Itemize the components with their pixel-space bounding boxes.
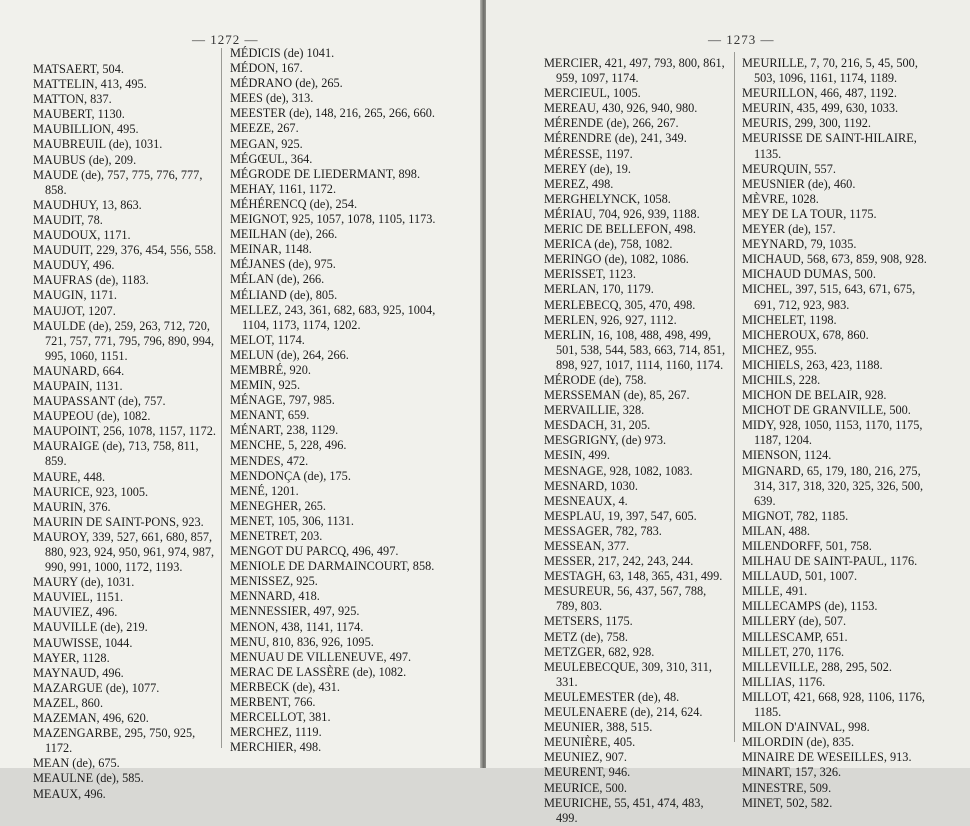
index-entry: MESIN, 499. bbox=[544, 448, 610, 463]
index-entry: MERISSET, 1123. bbox=[544, 267, 636, 282]
index-entry: MICHAUD, 568, 673, 859, 908, 928. bbox=[742, 252, 927, 267]
index-entry: MESSER, 217, 242, 243, 244. bbox=[544, 554, 694, 569]
index-entry: MIENSON, 1124. bbox=[742, 448, 832, 463]
index-entry: MÉDICIS (de) 1041. bbox=[230, 46, 335, 60]
index-entry: MEREZ, 498. bbox=[544, 176, 614, 191]
index-entry: MEURILLON, 466, 487, 1192. bbox=[742, 86, 897, 101]
index-entry: MENUAU DE VILLENEUVE, 497. bbox=[230, 649, 412, 664]
index-entry: MILLIAS, 1176. bbox=[742, 674, 826, 689]
right-page bbox=[486, 0, 970, 825]
index-entry: MENNARD, 418. bbox=[230, 589, 320, 604]
index-entry: MATTON, 837. bbox=[33, 92, 112, 107]
index-entry: MILLOT, 421, 668, 928, 1106, 1176, 1185. bbox=[742, 689, 925, 720]
index-entry: MEILHAN (de), 266. bbox=[230, 227, 338, 242]
index-entry: MEULEMESTER (de), 48. bbox=[544, 689, 680, 704]
index-entry: MAZENGARBE, 295, 750, 925, 1172. bbox=[33, 726, 196, 756]
index-entry: MAURE, 448. bbox=[33, 469, 106, 484]
right-index-column-1 bbox=[544, 56, 727, 826]
index-entry: MESUREUR, 56, 437, 567, 788, 789, 803. bbox=[544, 584, 707, 614]
index-entry: MÉGŒUL, 364. bbox=[230, 151, 313, 166]
index-entry: MILLE, 491. bbox=[742, 584, 808, 599]
index-entry: MERBECK (de), 431. bbox=[230, 679, 340, 694]
index-entry: MENETRET, 203. bbox=[230, 529, 323, 543]
index-entry: MAUBILLION, 495. bbox=[33, 122, 139, 137]
index-entry: MEINAR, 1148. bbox=[230, 242, 312, 257]
index-entry: MÉLAN (de), 266. bbox=[230, 272, 325, 287]
index-entry: MAUVIEZ, 496. bbox=[33, 605, 118, 620]
index-entry: MICHILS, 228. bbox=[742, 372, 821, 387]
index-entry: MEMIN, 925. bbox=[230, 378, 301, 393]
index-entry: MAUBERT, 1130. bbox=[33, 107, 125, 122]
index-entry: METZGER, 682, 928. bbox=[544, 644, 655, 659]
index-entry: MAUDUY, 496. bbox=[33, 258, 115, 273]
right-index-column-2 bbox=[742, 56, 927, 811]
index-entry: MERCHIER, 498. bbox=[230, 740, 322, 755]
index-entry: MAUPOINT, 256, 1078, 1157, 1172. bbox=[33, 424, 216, 439]
index-entry: MEHAY, 1161, 1172. bbox=[230, 181, 337, 196]
index-entry: MERCHEZ, 1119. bbox=[230, 725, 322, 740]
index-entry: MEULENAERE (de), 214, 624. bbox=[544, 705, 703, 720]
index-entry: MAUBUS (de), 209. bbox=[33, 152, 137, 167]
index-entry: MESDACH, 31, 205. bbox=[544, 418, 651, 433]
index-entry: MERGHELYNCK, 1058. bbox=[544, 191, 671, 206]
index-entry: MEURIN, 435, 499, 630, 1033. bbox=[742, 101, 899, 116]
index-entry: MICHAUD DUMAS, 500. bbox=[742, 267, 876, 282]
index-entry: MENGOT DU PARCQ, 496, 497. bbox=[230, 544, 399, 559]
index-entry: MENON, 438, 1141, 1174. bbox=[230, 619, 364, 634]
index-entry: MERVAILLIE, 328. bbox=[544, 403, 645, 418]
index-entry: MENISSEZ, 925. bbox=[230, 574, 318, 589]
index-entry: MAURIN, 376. bbox=[33, 499, 111, 514]
page-number-left: — 1272 — bbox=[192, 32, 259, 47]
index-entry: MEMBRÉ, 920. bbox=[230, 362, 311, 377]
index-entry: MAUPAIN, 1131. bbox=[33, 378, 123, 393]
index-entry: MILLAUD, 501, 1007. bbox=[742, 569, 858, 584]
index-entry: MINART, 157, 326. bbox=[742, 765, 842, 780]
index-entry: METSERS, 1175. bbox=[544, 614, 633, 629]
index-entry: MAUROY, 339, 527, 661, 680, 857, 880, 923, 924, 950, 961, 974, 987, 990, 991, 1000, 1172, 1193. bbox=[33, 529, 215, 575]
index-entry: MESSEAN, 377. bbox=[544, 539, 630, 553]
index-entry: MAUVILLE (de), 219. bbox=[33, 620, 148, 635]
index-entry: MERIC DE BELLEFON, 498. bbox=[544, 222, 696, 237]
index-entry: MAUJOT, 1207. bbox=[33, 303, 116, 318]
index-entry: MELOT, 1174. bbox=[230, 332, 305, 347]
index-entry: MERINGO (de), 1082, 1086. bbox=[544, 252, 689, 267]
index-entry: MEAULNE (de), 585. bbox=[33, 771, 144, 786]
index-entry: MENNESSIER, 497, 925. bbox=[230, 604, 360, 619]
index-entry: MILON D'AINVAL, 998. bbox=[742, 720, 870, 735]
index-entry: MICHOT DE GRANVILLE, 500. bbox=[742, 403, 911, 418]
index-entry: MAUFRAS (de), 1183. bbox=[33, 273, 149, 288]
index-entry: MÉRESSE, 1197. bbox=[544, 146, 633, 161]
index-entry: MICHEL, 397, 515, 643, 671, 675, 691, 712, 923, 983. bbox=[742, 282, 916, 312]
index-entry: MEESTER (de), 148, 216, 265, 266, 660. bbox=[230, 106, 435, 121]
index-entry: MENCHE, 5, 228, 496. bbox=[230, 438, 347, 453]
index-entry: MÉNAGE, 797, 985. bbox=[230, 393, 335, 408]
index-entry: MEIGNOT, 925, 1057, 1078, 1105, 1173. bbox=[230, 212, 436, 227]
index-entry: MILLET, 270, 1176. bbox=[742, 644, 845, 659]
index-entry: MAUNARD, 664. bbox=[33, 363, 125, 378]
index-entry: MÉJANES (de), 975. bbox=[230, 257, 336, 272]
index-entry: MIGNARD, 65, 179, 180, 216, 275, 314, 317, 318, 320, 325, 326, 500, 639. bbox=[742, 463, 924, 508]
index-entry: MENIOLE DE DARMAINCOURT, 858. bbox=[230, 559, 435, 574]
left-index-column-2 bbox=[230, 46, 450, 755]
index-entry: MILLEVILLE, 288, 295, 502. bbox=[742, 659, 892, 674]
index-entry: MIGNOT, 782, 1185. bbox=[742, 508, 849, 523]
index-entry: MERCELLOT, 381. bbox=[230, 710, 331, 725]
index-entry: MIDY, 928, 1050, 1153, 1170, 1175, 1187, 1204. bbox=[742, 418, 923, 448]
index-entry: MEURENT, 946. bbox=[544, 765, 631, 780]
index-entry: MÉRODE (de), 758. bbox=[544, 372, 647, 387]
index-entry: MÉHÉRENCQ (de), 254. bbox=[230, 196, 358, 211]
index-entry: MELUN (de), 264, 266. bbox=[230, 347, 349, 362]
index-entry: MÉRENDE (de), 266, 267. bbox=[544, 116, 679, 131]
index-entry: MESGRIGNY, (de) 973. bbox=[544, 433, 667, 448]
index-entry: MEURICHE, 55, 451, 474, 483, 499. bbox=[544, 795, 704, 825]
index-entry: MESPLAU, 19, 397, 547, 605. bbox=[544, 508, 697, 523]
index-entry: MERICA (de), 758, 1082. bbox=[544, 237, 673, 252]
index-entry: MAZARGUE (de), 1077. bbox=[33, 680, 160, 695]
index-entry: MESNARD, 1030. bbox=[544, 478, 638, 493]
index-entry: MILLECAMPS (de), 1153. bbox=[742, 599, 878, 614]
index-entry: MILENDORFF, 501, 758. bbox=[742, 539, 872, 553]
index-entry: MERCIEUL, 1005. bbox=[544, 86, 641, 101]
index-entry: MAUDE (de), 757, 775, 776, 777, 858. bbox=[33, 167, 203, 197]
index-entry: MESNAGE, 928, 1082, 1083. bbox=[544, 463, 693, 478]
index-entry: MICHEZ, 955. bbox=[742, 342, 817, 357]
index-entry: MAULDE (de), 259, 263, 712, 720, 721, 757, 771, 795, 796, 890, 994, 995, 1060, 1151. bbox=[33, 318, 215, 363]
index-entry: MILORDIN (de), 835. bbox=[742, 735, 855, 750]
index-entry: MAUGIN, 1171. bbox=[33, 288, 117, 303]
index-entry: MEUNIÈRE, 405. bbox=[544, 735, 636, 750]
index-entry: MEGAN, 925. bbox=[230, 136, 303, 151]
index-entry: MAURICE, 923, 1005. bbox=[33, 484, 149, 499]
index-entry: MAURY (de), 1031. bbox=[33, 575, 135, 590]
index-entry: MENU, 810, 836, 926, 1095. bbox=[230, 634, 374, 649]
index-entry: MILLESCAMP, 651. bbox=[742, 629, 848, 644]
index-entry: MESTAGH, 63, 148, 365, 431, 499. bbox=[544, 569, 723, 584]
index-entry: MEYER (de), 157. bbox=[742, 222, 836, 237]
index-entry: MEREY (de), 19. bbox=[544, 161, 631, 176]
index-entry: MAUDIT, 78. bbox=[33, 212, 103, 227]
left-index-column-1 bbox=[33, 62, 218, 802]
index-entry: MEURISSE DE SAINT-HILAIRE, 1135. bbox=[742, 131, 917, 161]
index-entry: MAURAIGE (de), 713, 758, 811, 859. bbox=[33, 439, 199, 469]
index-entry: MERLEBECQ, 305, 470, 498. bbox=[544, 297, 696, 312]
index-entry: MEY DE LA TOUR, 1175. bbox=[742, 206, 877, 221]
index-entry: MERBENT, 766. bbox=[230, 695, 316, 710]
index-entry: MEURQUIN, 557. bbox=[742, 161, 836, 176]
index-entry: MAUBREUIL (de), 1031. bbox=[33, 137, 163, 152]
index-entry: MAUPASSANT (de), 757. bbox=[33, 394, 166, 409]
index-entry: MENEGHER, 265. bbox=[230, 498, 326, 513]
index-entry: MEEZE, 267. bbox=[230, 121, 299, 136]
index-entry: MAYNAUD, 496. bbox=[33, 665, 124, 680]
page-number-right: — 1273 — bbox=[708, 32, 775, 47]
index-entry: MERLEN, 926, 927, 1112. bbox=[544, 312, 677, 327]
column-rule-right bbox=[734, 52, 735, 742]
index-entry: METZ (de), 758. bbox=[544, 629, 629, 644]
index-entry: MERLIN, 16, 108, 488, 498, 499, 501, 538, 544, 583, 663, 714, 851, 898, 927, 1017, 1114, 1160, 1174. bbox=[544, 327, 726, 372]
index-entry: MENDES, 472. bbox=[230, 453, 309, 468]
index-entry: MÉDON, 167. bbox=[230, 61, 303, 76]
index-entry: MAUDOUX, 1171. bbox=[33, 228, 131, 243]
index-entry: MÈVRE, 1028. bbox=[742, 191, 819, 206]
index-entry: MAZEMAN, 496, 620. bbox=[33, 711, 149, 726]
index-entry: MEULEBECQUE, 309, 310, 311, 331. bbox=[544, 659, 712, 689]
index-entry: MENÉ, 1201. bbox=[230, 483, 299, 498]
index-entry: MÉDRANO (de), 265. bbox=[230, 76, 343, 91]
index-entry: MÉGRODE DE LIEDERMANT, 898. bbox=[230, 166, 421, 181]
index-entry: MENANT, 659. bbox=[230, 408, 310, 423]
index-entry: MAUWISSE, 1044. bbox=[33, 635, 133, 650]
left-page bbox=[0, 0, 482, 801]
index-entry: MEREAU, 430, 926, 940, 980. bbox=[544, 101, 698, 116]
index-entry: MELLEZ, 243, 361, 682, 683, 925, 1004, 1104, 1173, 1174, 1202. bbox=[230, 302, 436, 332]
index-entry: MEURILLE, 7, 70, 216, 5, 45, 500, 503, 1096, 1161, 1174, 1189. bbox=[742, 56, 918, 86]
index-entry: MEURICE, 500. bbox=[544, 780, 628, 795]
index-entry: MAYER, 1128. bbox=[33, 650, 110, 665]
index-entry: MERSSEMAN (de), 85, 267. bbox=[544, 388, 690, 403]
index-entry: MEES (de), 313. bbox=[230, 91, 314, 106]
index-entry: MAUDHUY, 13, 863. bbox=[33, 197, 142, 212]
index-entry: MAUPEOU (de), 1082. bbox=[33, 409, 151, 424]
index-entry: MILAN, 488. bbox=[742, 523, 810, 538]
index-entry: MÉNART, 238, 1129. bbox=[230, 423, 339, 438]
index-entry: MICHON DE BELAIR, 928. bbox=[742, 388, 887, 403]
index-entry: MAZEL, 860. bbox=[33, 695, 104, 710]
index-entry: MILHAU DE SAINT-PAUL, 1176. bbox=[742, 554, 918, 569]
column-rule-left bbox=[221, 48, 222, 748]
index-entry: MICHIELS, 263, 423, 1188. bbox=[742, 357, 883, 372]
index-entry: MEAN (de), 675. bbox=[33, 756, 120, 771]
index-entry: MILLERY (de), 507. bbox=[742, 614, 847, 629]
index-entry: MINET, 502, 582. bbox=[742, 795, 833, 810]
index-entry: MENET, 105, 306, 1131. bbox=[230, 513, 354, 528]
index-entry: MAURIN DE SAINT-PONS, 923. bbox=[33, 514, 204, 529]
index-entry: MATTELIN, 413, 495. bbox=[33, 77, 147, 92]
index-entry: MATSAERT, 504. bbox=[33, 62, 124, 76]
index-entry: MERLAN, 170, 1179. bbox=[544, 282, 654, 297]
index-entry: MAUVIEL, 1151. bbox=[33, 590, 124, 605]
index-entry: MENDONÇA (de), 175. bbox=[230, 468, 351, 483]
index-entry: MERCIER, 421, 497, 793, 800, 861, 959, 1097, 1174. bbox=[544, 56, 725, 86]
index-entry: MEURIS, 299, 300, 1192. bbox=[742, 116, 872, 131]
index-entry: MEAUX, 496. bbox=[33, 786, 106, 801]
index-entry: MINAIRE DE WESEILLES, 913. bbox=[742, 750, 912, 765]
index-entry: MERAC DE LASSÈRE (de), 1082. bbox=[230, 664, 407, 679]
index-entry: MEUNIEZ, 907. bbox=[544, 750, 627, 765]
index-entry: MESSAGER, 782, 783. bbox=[544, 523, 662, 538]
index-entry: MINESTRE, 509. bbox=[742, 780, 832, 795]
index-entry: MÉRIAU, 704, 926, 939, 1188. bbox=[544, 206, 700, 221]
index-entry: MICHELET, 1198. bbox=[742, 312, 837, 327]
index-entry: MAUDUIT, 229, 376, 454, 556, 558. bbox=[33, 243, 217, 258]
index-entry: MEUNIER, 388, 515. bbox=[544, 720, 653, 735]
index-entry: MICHEROUX, 678, 860. bbox=[742, 327, 869, 342]
index-entry: MEYNARD, 79, 1035. bbox=[742, 237, 857, 252]
index-entry: MESNEAUX, 4. bbox=[544, 493, 628, 508]
index-entry: MEUSNIER (de), 460. bbox=[742, 176, 856, 191]
index-entry: MÉLIAND (de), 805. bbox=[230, 287, 338, 302]
index-entry: MÉRENDRE (de), 241, 349. bbox=[544, 131, 687, 146]
